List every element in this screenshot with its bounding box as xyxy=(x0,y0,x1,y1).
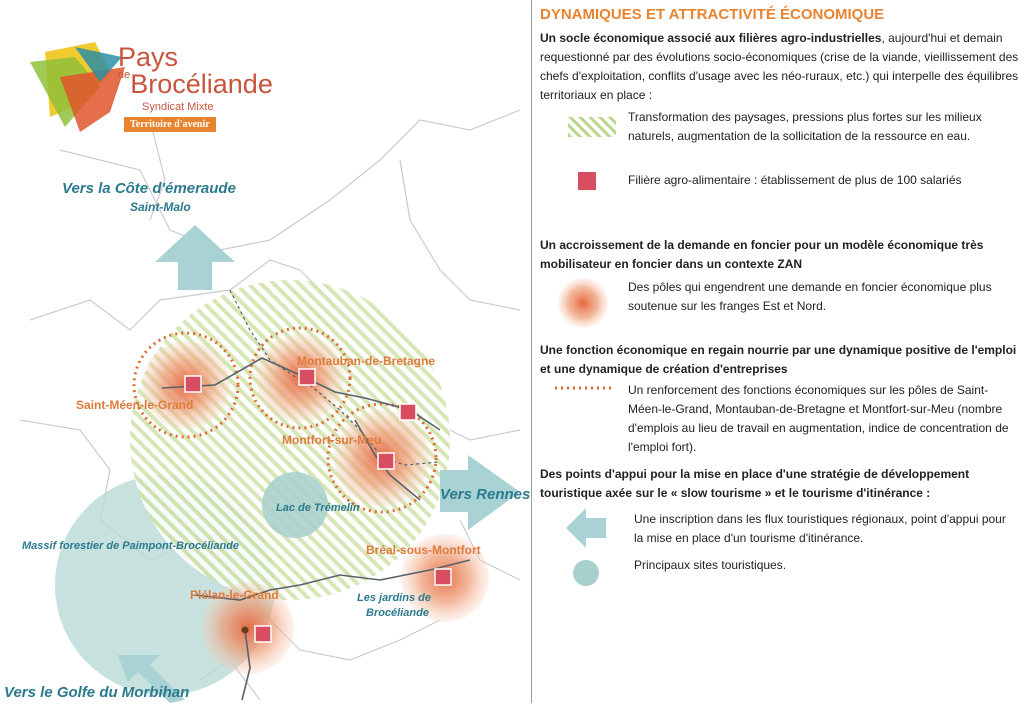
town-saint-meen: Saint-Méen-le-Grand xyxy=(76,398,194,412)
label-jardins-2: Brocéliande xyxy=(366,607,429,619)
legend-item-emploi: Un renforcement des fonctions économiques sur les pôles de Saint-Méen-le-Grand, Montauban-de-Bretagne et Montfort-sur-Meu (nombre d'emplois au lieu de travail en augmentation, indice de concentration de l'emploi fort). xyxy=(628,383,1009,454)
label-lac: Lac de Trémelin xyxy=(276,502,360,514)
section-tourisme: Des points d'appui pour la mise en place d'une stratégie de développement touristique axée sur le « slow tourisme » et le tourisme d'itinérance : xyxy=(540,467,970,500)
logo-mark-icon xyxy=(30,42,130,137)
logo-badge: Territoire d'avenir xyxy=(124,117,216,132)
town-montauban: Montauban-de-Bretagne xyxy=(297,354,435,368)
label-north: Vers la Côte d'émeraude xyxy=(62,180,236,197)
section-agro xyxy=(540,29,1020,105)
legend-square-icon xyxy=(578,172,596,190)
town-breal: Bréal-sous-Montfort xyxy=(366,543,481,557)
logo-broceliande xyxy=(118,69,273,100)
label-east: Vers Rennes xyxy=(440,486,531,503)
town-montfort: Montfort-sur-Meu xyxy=(282,433,382,447)
legend-pole-icon xyxy=(558,278,608,328)
legend-dotted-line-icon xyxy=(555,384,615,392)
logo xyxy=(30,42,310,142)
logo-subtitle: Syndicat Mixte xyxy=(142,101,214,113)
legend-item-flux: Une inscription dans les flux touristiques régionaux, point d'appui pour la mise en place d'un tourisme d'itinérance. xyxy=(634,512,1006,545)
logo-de: de xyxy=(118,69,131,81)
label-saint-malo: Saint-Malo xyxy=(130,200,191,214)
label-southwest: Vers le Golfe du Morbihan xyxy=(4,684,190,701)
legend-arrow-icon xyxy=(566,508,606,548)
legend-hatch-icon xyxy=(568,117,616,137)
section-agro-bold: Un socle économique associé aux filières agro-industrielles xyxy=(540,31,882,45)
plelan-point-icon xyxy=(242,627,249,634)
logo-pays: Pays xyxy=(118,42,179,72)
panel-divider xyxy=(531,0,532,703)
legend-item-landscape: Transformation des paysages, pressions plus fortes sur les milieux naturels, augmentation de la sollicitation de la ressource en eau. xyxy=(628,110,982,143)
legend-item-poles: Des pôles qui engendrent une demande en foncier économique plus soutenue sur les franges Est et Nord. xyxy=(628,280,992,313)
section-foncier: Un accroissement de la demande en foncier pour un modèle économique très mobilisateur en foncier dans un contexte ZAN xyxy=(540,238,984,271)
legend-item-sites: Principaux sites touristiques. xyxy=(634,558,787,572)
section-agro-rest: , aujourd'hui et demain requestionné par des évolutions socio-économiques (crise de la viande, vieillissement des chefs d'exploitation, conflits d'usage avec les néo-ruraux, etc.) qui interpelle des équilibres territoriaux en place : xyxy=(540,31,1019,102)
legend-panel xyxy=(540,0,1024,703)
legend-site-icon xyxy=(573,560,599,586)
legend-title: DYNAMIQUES ET ATTRACTIVITÉ ÉCONOMIQUE xyxy=(540,6,885,23)
town-plelan: Plélan-le-Grand xyxy=(190,588,279,602)
arrow-north-icon xyxy=(155,225,235,290)
section-emploi: Une fonction économique en regain nourrie par une dynamique positive de l'emploi et une dynamique de création d'entreprises xyxy=(540,343,1017,376)
label-jardins-1: Les jardins de xyxy=(357,592,431,604)
logo-broceliande-text: Brocéliande xyxy=(130,69,273,99)
legend-item-agrofood: Filière agro-alimentaire : établissement de plus de 100 salariés xyxy=(628,173,962,187)
label-foret: Massif forestier de Paimpont-Brocéliande xyxy=(22,540,239,552)
